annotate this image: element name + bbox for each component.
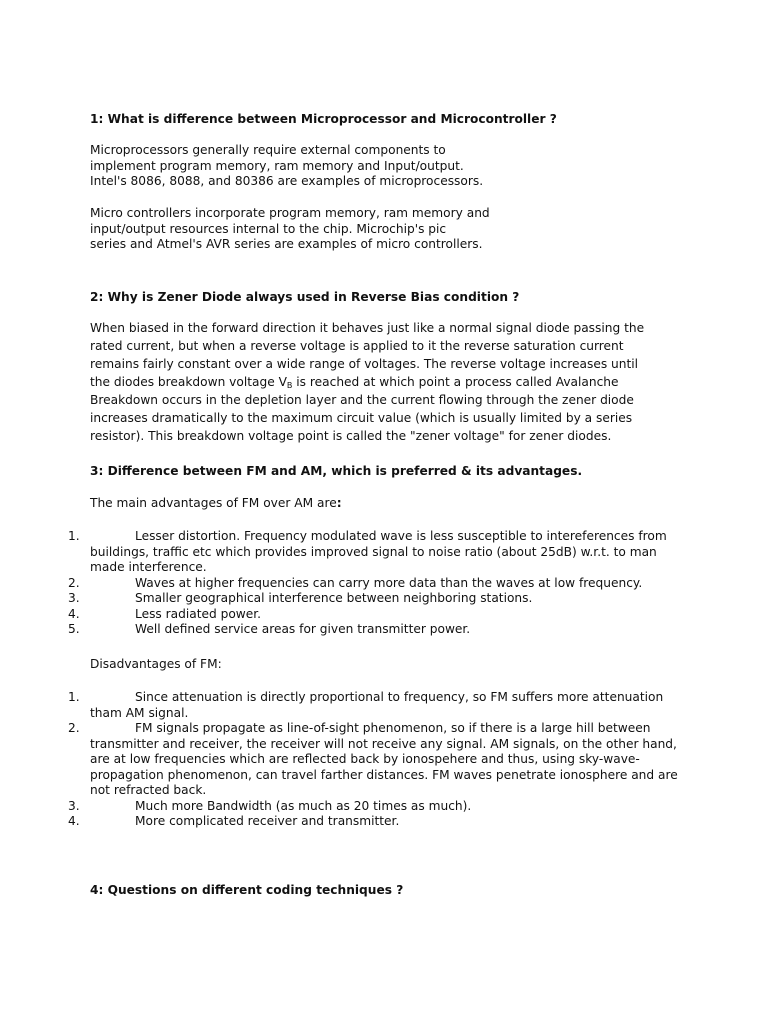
advantages-list [0, 529, 680, 638]
list-item-text: Lesser distortion. Frequency modulated wave is less susceptible to intereferences from buildings, traffic etc which provides improved signal to noise ratio (about 25dB) w.r.t. to man made interference. [90, 529, 667, 574]
paragraph-line: Intel's 8086, 8088, and 80386 are examples of microprocessors. [90, 174, 484, 188]
answer-line: resistor). This breakdown voltage point is called the "zener voltage" for zener diodes. [90, 429, 612, 443]
paragraph-line: Microprocessors generally require external components to [90, 143, 446, 157]
list-number: 4. [68, 814, 80, 828]
list-item-text: Much more Bandwidth (as much as 20 times as much). [135, 798, 472, 813]
list-number: 1. [68, 529, 80, 543]
question-1-title: 1: What is difference between Microprocessor and Microcontroller ? [90, 112, 557, 126]
paragraph-line: implement program memory, ram memory and Input/output. [90, 158, 464, 173]
list-number: 3. [68, 591, 80, 605]
list-item-text: Waves at higher frequencies can carry more data than the waves at low frequency. [135, 575, 643, 590]
text-after-subscript: is reached at which point a process called Avalanche [292, 375, 619, 389]
paragraph-line: Micro controllers incorporate program memory, ram memory and [90, 206, 490, 220]
list-number: 4. [68, 606, 80, 621]
list-item-text: FM signals propagate as line-of-sight phenomenon, so if there is a large hill between transmitter and receiver, the receiver will not receive any signal. AM signals, on the other hand, are at low frequencies which are reflected back by ionospehere and thus, using sky-wave-propagation phenomenon, can travel farther distances. FM waves penetrate ionosphere and are not refracted back. [90, 721, 678, 797]
question-1-paragraph-1 [90, 143, 710, 190]
answer-line: When biased in the forward direction it behaves just like a normal signal diode passing the [90, 321, 645, 335]
question-2-title: 2: Why is Zener Diode always used in Reverse Bias condition ? [90, 290, 520, 304]
advantages-intro-colon: : [336, 496, 342, 510]
list-number: 2. [68, 721, 80, 735]
question-3-title: 3: Difference between FM and AM, which is preferred & its advantages. [90, 464, 583, 478]
advantages-intro [90, 496, 710, 512]
list-item [0, 799, 680, 815]
text-before-subscript: the diodes breakdown voltage V [90, 375, 287, 389]
list-item [0, 721, 680, 799]
answer-line: remains fairly constant over a wide range of voltages. The reverse voltage increases until [90, 357, 639, 371]
question-4-title: 4: Questions on different coding techniques ? [90, 883, 404, 897]
advantages-intro-text: The main advantages of FM over AM are [90, 496, 337, 510]
list-item [0, 529, 680, 576]
question-2-answer [90, 319, 690, 445]
voltage-subscript: B [286, 381, 293, 390]
list-number: 3. [68, 798, 80, 813]
list-item-text: More complicated receiver and transmitter. [135, 814, 400, 828]
disadvantages-intro: Disadvantages of FM: [90, 657, 222, 671]
answer-line: rated current, but when a reverse voltage is applied to it the reverse saturation current [90, 339, 624, 353]
list-item-text: Smaller geographical interference between neighboring stations. [135, 591, 533, 605]
answer-line: Breakdown occurs in the depletion layer and the current flowing through the zener diode [90, 393, 634, 407]
disadvantages-list [0, 690, 680, 830]
list-item-text: Since attenuation is directly proportional to frequency, so FM suffers more attenuation tham AM signal. [90, 690, 664, 720]
list-item-text: Well defined service areas for given transmitter power. [135, 622, 471, 636]
list-item-text: Less radiated power. [135, 606, 262, 621]
paragraph-line: input/output resources internal to the chip. Microchip's pic [90, 221, 447, 236]
list-item [0, 622, 680, 638]
list-number: 5. [68, 622, 80, 636]
answer-line: increases dramatically to the maximum circuit value (which is usually limited by a series [90, 411, 633, 425]
list-number: 2. [68, 575, 80, 590]
list-item [0, 814, 680, 830]
answer-line [90, 373, 690, 391]
list-item [0, 591, 680, 607]
list-item [0, 607, 680, 623]
list-item [0, 690, 680, 721]
paragraph-line: series and Atmel's AVR series are examples of micro controllers. [90, 237, 483, 251]
list-number: 1. [68, 690, 80, 704]
list-item [0, 576, 680, 592]
question-1-paragraph-2 [90, 206, 710, 253]
